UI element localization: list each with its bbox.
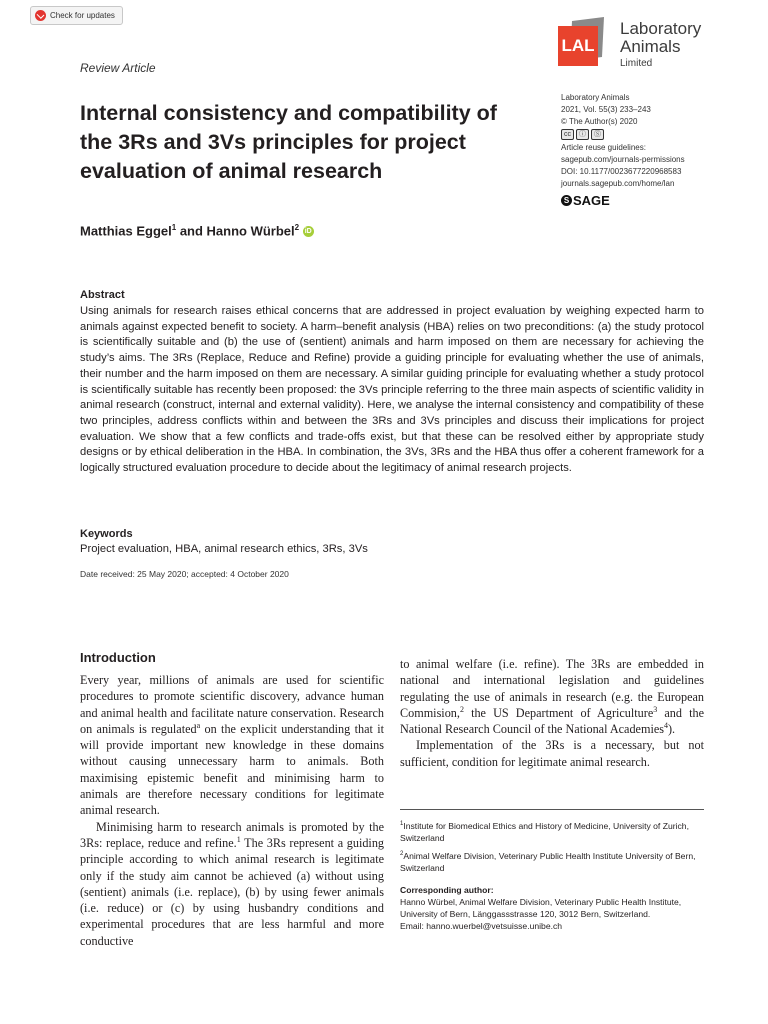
- corresponding-author-details: Hanno Würbel, Animal Welfare Division, Veterinary Public Health Institute, University of Bern, Länggassstrasse 120, 3012 Bern, Switzerland.: [400, 896, 682, 919]
- check-for-updates-button[interactable]: [30, 6, 123, 25]
- affiliation-2: $^2$Animal Welfare Division, Veterinary Public Health Institute University of Bern, Switzerland: [400, 850, 696, 873]
- keywords-heading: Keywords: [80, 528, 133, 540]
- intro-paragraph-1: Every year, millions of animals are used for scientific procedures to promote scientific discovery, advance human and animal health and facilitate nature conservation. Research on animals is regulated$^a$ on the explicit understanding that it will provide important new knowledge in these domains without causing unnecessary harm to animals. Both maximising epistemic benefit and minimising harm to animals are therefore necessary conditions for legitimate animal research.: [80, 673, 384, 818]
- intro-paragraph-2-continued: to animal welfare (i.e. refine). The 3Rs are embedded in national and international legislation and guidelines regulating the use of animals in research (e.g. the European Commision,$^2$ the US Department of Agriculture$^3$ and the National Research Council of the National Academies$^4$).: [400, 657, 704, 737]
- body-column-right: [400, 656, 704, 770]
- author-1: Matthias Eggel: [80, 223, 172, 239]
- journal-url[interactable]: journals.sagepub.com/home/lan: [561, 179, 675, 188]
- cc-license-badge[interactable]: [561, 129, 685, 140]
- intro-paragraph-2: Minimising harm to research animals is promoted by the 3Rs: replace, reduce and refine.$^1$ The 3Rs represent a guiding principle according to which animal research is legitimate only if the study aim cannot be achieved (a) without using (sentient) animals (i.e. replace), (b) by using fewer animals (i.e. reduce) or (c) by using husbandry conditions and experimental procedures that are less harmful and more conductive: [80, 819, 385, 948]
- author-separator: and: [176, 223, 207, 239]
- logo-line-3: Limited: [620, 58, 653, 69]
- footnote-divider: [400, 809, 704, 810]
- article-type: Review Article: [80, 61, 156, 75]
- corresponding-author-email[interactable]: Email: hanno.wuerbel@vetsuisse.unibe.ch: [400, 920, 563, 931]
- footnotes: [400, 818, 704, 932]
- abstract-heading: Abstract: [80, 289, 125, 301]
- author-2: Hanno Würbel: [206, 223, 295, 239]
- author-2-affiliation: 2: [294, 223, 300, 232]
- body-column-left: [80, 672, 384, 949]
- article-title: Internal consistency and compatibility of the 3Rs and 3Vs principles for project evaluation of animal research: [80, 101, 497, 183]
- cc-icon: cc: [561, 129, 574, 140]
- journal-logo: [558, 17, 718, 77]
- copyright: © The Author(s) 2020: [561, 117, 638, 126]
- sage-icon: S: [561, 195, 572, 206]
- journal-name: Laboratory Animals: [561, 93, 630, 102]
- orcid-icon[interactable]: iD: [304, 228, 312, 236]
- author-1-affiliation: 1: [171, 223, 177, 232]
- intro-paragraph-3: Implementation of the 3Rs is a necessary, but not sufficient, condition for legitimate animal research.: [400, 738, 704, 769]
- reuse-label: Article reuse guidelines:: [561, 143, 646, 152]
- reuse-link[interactable]: sagepub.com/journals-permissions: [561, 155, 685, 164]
- update-check-icon: [35, 10, 46, 21]
- author-list: [80, 223, 314, 238]
- keywords-text: Project evaluation, HBA, animal research ethics, 3Rs, 3Vs: [80, 543, 368, 555]
- publisher-logo: [561, 193, 610, 208]
- doi[interactable]: DOI: 10.1177/0023677220968583: [561, 167, 682, 176]
- logo-mark-text: LAL: [561, 36, 595, 55]
- noncommercial-icon: Ⓢ: [591, 129, 604, 140]
- logo-line-1: Laboratory: [620, 19, 702, 38]
- publisher-name: SAGE: [573, 193, 610, 208]
- check-for-updates-label: Check for updates: [50, 11, 115, 20]
- abstract-text: Using animals for research raises ethical concerns that are addressed in project evaluation by weighing expected harm to animals against expected benefit to society. A harm–benefit analysis (HBA) relies on two preconditions: (a) the study protocol is scientifically suitable and (b) the use of (sentient) animals and harm imposed on them are necessary for achieving the study’s aims. The 3Rs (Replace, Reduce and Refine) provide a guiding principle for evaluating whether the use of animals, their number and the harm imposed on them are necessary. A similar guiding principle for evaluating whether a study protocol is scientifically suitable has recently been proposed: the 3Vs principle referring to the three main aspects of scientific validity in animal research (construct, internal and external validity). Here, we analyse the internal consistency and compatibility of these two principles, address conflicts within and between the 3Rs and 3Vs principles and discuss their implications for project evaluation. We show that a few conflicts and trade-offs exist, but that these can be resolved either by appropriate study designs or by ethical deliberation in the HBA. In combination, the 3Vs, 3Rs and the HBA thus offer a coherent framework for a logically structured evaluation procedure to decide about the legitimacy of animal research projects.: [80, 305, 704, 475]
- received-accepted-dates: Date received: 25 May 2020; accepted: 4 October 2020: [80, 569, 289, 579]
- journal-meta: [561, 92, 685, 190]
- affiliation-1: $^1$Institute for Biomedical Ethics and History of Medicine, University of Zurich, Switzerland: [400, 820, 689, 843]
- attribution-icon: ⓘ: [576, 129, 589, 140]
- introduction-heading: Introduction: [80, 650, 156, 665]
- journal-volume: 2021, Vol. 55(3) 233–243: [561, 105, 651, 114]
- corresponding-author-heading: Corresponding author:: [400, 884, 494, 895]
- logo-line-2: Animals: [620, 37, 681, 56]
